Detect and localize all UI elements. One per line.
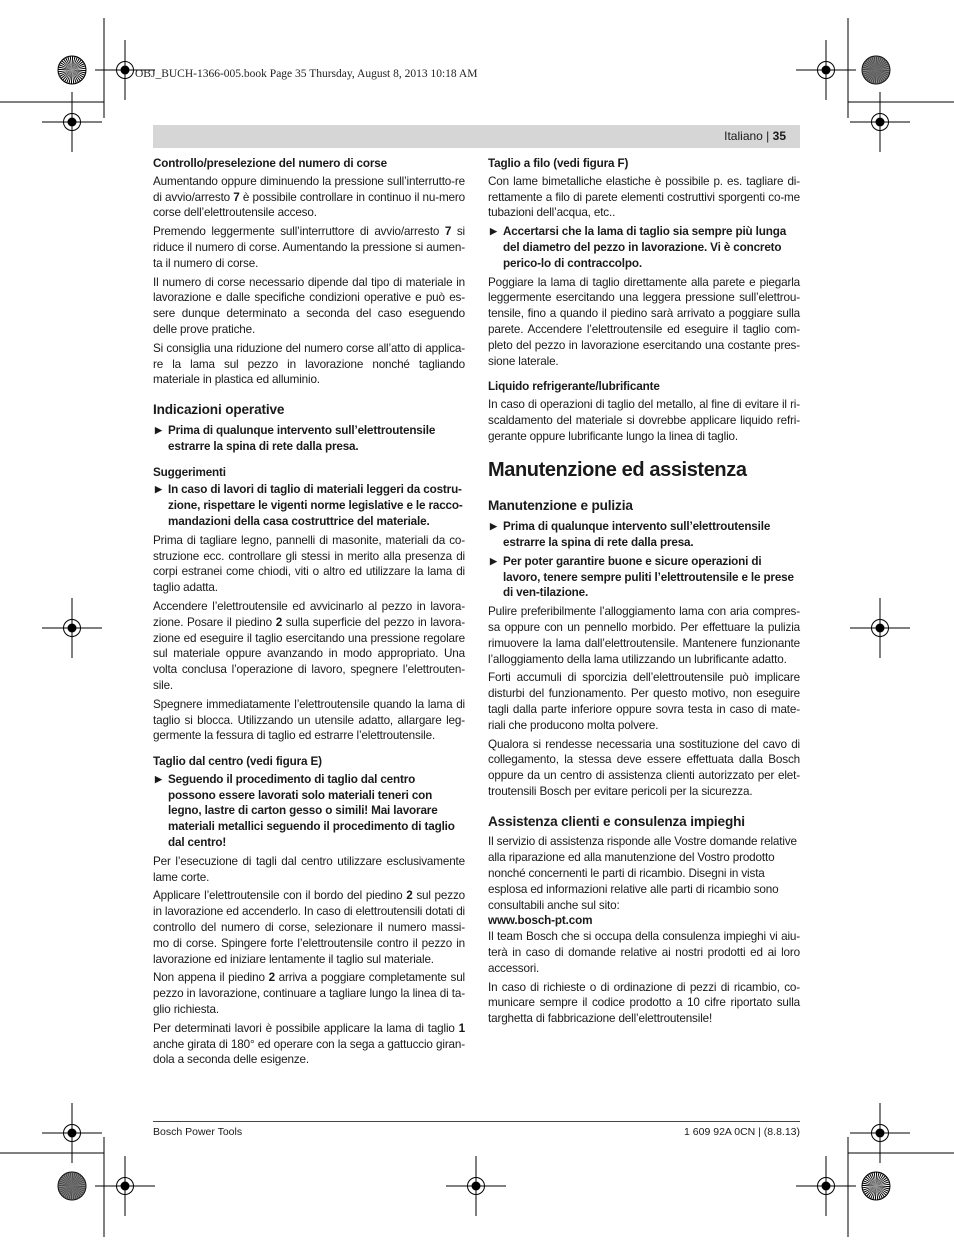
subheading: Taglio a filo (vedi figura F) bbox=[488, 157, 629, 170]
color-target bbox=[862, 56, 890, 84]
triangle-right-icon: ▶ bbox=[155, 424, 162, 435]
registration-mark bbox=[42, 598, 102, 658]
triangle-right-icon: ▶ bbox=[490, 521, 497, 532]
website-link[interactable]: www.bosch-pt.com bbox=[488, 914, 593, 928]
bullet-text: Prima di qualunque intervento sull’elettroutensile estrarre la spina di rete dalla presa. bbox=[503, 520, 771, 549]
bullet-text: In caso di lavori di taglio di materiali leggeri da costru-zione, rispettare le vigenti norme legislative e le racco-mandazioni della casa costruttrice del materiale. bbox=[168, 483, 463, 528]
subheading: Suggerimenti bbox=[153, 465, 226, 479]
chapter-title: Manutenzione ed assistenza bbox=[488, 458, 747, 481]
text-run: è possibile controllare in continuo il nu-mero corse dell’elettroutensile acceso. bbox=[153, 190, 465, 220]
paragraph: Qualora si rendesse necessaria una sostituzione del cavo di collegamento, la stessa deve essere effettuata dalla Bosch oppure da un centro di assistenza clienti autorizzato per elet-troutensili Bosch per evitare pericoli per la sicurezza. bbox=[488, 737, 800, 798]
bullet-text: Prima di qualunque intervento sull’elettroutensile estrarre la spina di rete dalla presa. bbox=[168, 423, 436, 453]
part-reference-number: 7 bbox=[233, 190, 240, 204]
registration-mark bbox=[42, 1103, 102, 1163]
text-run: Accendere l’elettroutensile ed avvicinarlo al pezzo in lavora-zione. Posare il piedino bbox=[153, 599, 465, 629]
part-reference-number: 7 bbox=[444, 225, 452, 239]
paragraph: Forti accumuli di sporcizia dell’elettroutensile può implicare disturbi del funzionamento. Per questo motivo, non eseguire tagli dalla parte inferiore oppure sovra testa in caso di mate-riali che producono molta polvere. bbox=[488, 671, 800, 732]
registration-mark bbox=[850, 598, 910, 658]
text-run: sul pezzo in lavorazione ed accenderlo. In caso di elettroutensili dotati di controllo del numero di corse, selezionare il numero massi-mo di corse. Spingere forte l’elettroutensile contro il pezzo in lavorazione ed iniziare lentamente il taglio sul materiale. bbox=[153, 889, 465, 966]
footer-publisher: Bosch Power Tools bbox=[153, 1126, 243, 1138]
text-run: Non appena il piedino bbox=[153, 971, 269, 985]
section-heading: Indicazioni operative bbox=[153, 402, 285, 418]
text-run: anche girata di 180° ed operare con la sega a gattuccio giran-dola a seconda delle esigenze. bbox=[153, 1037, 465, 1067]
page-number: 35 bbox=[772, 129, 786, 143]
registration-marks bbox=[42, 40, 910, 1216]
paragraph: In caso di operazioni di taglio del metallo, al fine di evitare il ri-scaldamento del materiale si dovrebbe applicare liquido refri-gerante oppure lubrificante lungo la linea di taglio. bbox=[488, 398, 800, 443]
part-reference-number: 2 bbox=[275, 615, 283, 629]
text-run: Aumentando oppure diminuendo la pressione sull’interrutto-re di avvio/arresto bbox=[153, 174, 465, 204]
print-header: OBJ_BUCH-1366-005.book Page 35 Thursday, August 8, 2013 10:18 AM bbox=[135, 68, 478, 80]
bullet-text: Accertarsi che la lama di taglio sia sempre più lunga del diametro del pezzo in lavorazione. Vi è concreto perico-lo di contraccolpo. bbox=[503, 225, 787, 270]
paragraph: Per l’esecuzione di tagli dal centro utilizzare esclusivamente lame corte. bbox=[153, 854, 465, 884]
paragraph: Con lame bimetalliche elastiche è possibile p. es. tagliare di-rettamente a filo di parete elementi costruttivi sporgenti co-me tubazioni dell’acqua, etc.. bbox=[488, 174, 800, 220]
triangle-right-icon: ▶ bbox=[155, 773, 162, 784]
subheading: Liquido refrigerante/lubrificante bbox=[488, 380, 660, 394]
triangle-right-icon: ▶ bbox=[490, 226, 497, 237]
subheading: Taglio dal centro (vedi figura E) bbox=[153, 755, 322, 769]
bullet-text: Seguendo il procedimento di taglio dal centro possono essere lavorati solo materiali teneri con legno, lastre di carton gesso o simili! Mai lavorare materiali metallici seguendo il procedimento di taglio dal centro! bbox=[168, 772, 455, 850]
paragraph: Pulire preferibilmente l’alloggiamento lama con aria compres-sa oppure con un pennello morbido. Per effettuare la pulizia rimuovere la lama dall’elettroutensile. Mantenere funzionante l’alloggiamento della lama utilizzando un lubrificante adatto. bbox=[488, 605, 800, 666]
registration-mark bbox=[796, 40, 856, 100]
paragraph: Il numero di corse necessario dipende dal tipo di materiale in lavorazione e dalle specifiche condizioni operative e può es-sere dunque determinato a seconda del caso eseguendo delle prove pratiche. bbox=[153, 275, 465, 336]
subheading: Controllo/preselezione del numero di corse bbox=[153, 157, 387, 170]
part-reference-number: 2 bbox=[406, 889, 413, 903]
color-target bbox=[862, 1172, 890, 1200]
triangle-right-icon: ▶ bbox=[490, 555, 497, 566]
text-run: Per determinati lavori è possibile applicare la lama di taglio bbox=[153, 1021, 459, 1035]
triangle-right-icon: ▶ bbox=[155, 484, 162, 495]
footer-code: 1 609 92A 0CN | (8.8.13) bbox=[684, 1126, 800, 1138]
paragraph: Si consiglia una riduzione del numero corse all’atto di applica-re la lama sul pezzo in lavorazione nonché tagliando materiale in plastica ed alluminio. bbox=[153, 341, 465, 387]
section-heading: Manutenzione e pulizia bbox=[488, 498, 633, 514]
registration-mark bbox=[42, 92, 102, 152]
part-reference-number: 1 bbox=[458, 1021, 465, 1035]
registration-mark bbox=[850, 1103, 910, 1163]
bullet-text: Per poter garantire buone e sicure operazioni di lavoro, tenere sempre puliti l’elettroutensile e le prese di ven-tilazione. bbox=[503, 554, 794, 600]
paragraph: Il servizio di assistenza risponde alle Vostre domande relative alla riparazione ed alla manutenzione del Vostro prodotto nonché concernenti le parti di ricambio. Disegni in vista esplosa ed informazioni relative alle parti di ricambio sono consultabili anche sul sito: bbox=[488, 835, 797, 912]
paragraph: Poggiare la lama di taglio direttamente alla parete e piegarla leggermente esercitando una leggera pressione sull’elettrou-tensile, fino a quando il piedino sarà arrivato a poggiare sulla parete. Accendere l’elettroutensile ed eseguire il taglio com-pleto del pezzo in lavorazione esercitando una costante pres-sione laterale. bbox=[488, 275, 800, 368]
header-separator: | bbox=[762, 129, 773, 143]
paragraph: Prima di tagliare legno, pannelli di masonite, materiali da co-struzione ecc. controllare gli stessi in merito alla presenza di corpi estranei come chiodi, viti o altro ed utilizzare la lama di taglio adatta. bbox=[153, 533, 465, 595]
text-run: Premendo leggermente sull’interruttore di avvio/arresto bbox=[153, 225, 445, 239]
registration-mark bbox=[446, 1156, 506, 1216]
paragraph: In caso di richieste o di ordinazione di pezzi di ricambio, co-municare sempre il codice prodotto a 10 cifre riportato sulla targhetta di fabbricazione dell’elettroutensile! bbox=[488, 980, 800, 1026]
paragraph: Il team Bosch che si occupa della consulenza impieghi vi aiu-terà in caso di domande relative ai nostri prodotti ed ai loro accessori. bbox=[488, 930, 800, 975]
text-run: arriva a poggiare completamente sul pezzo in lavorazione, continuare a tagliare lungo la linea di ta-glio richiesta. bbox=[153, 971, 465, 1017]
color-targets bbox=[58, 56, 890, 1200]
text-run: si riduce il numero di corse. Aumentando la pressione si aumen-ta il numero di corse. bbox=[153, 225, 465, 270]
section-heading: Assistenza clienti e consulenza impieghi bbox=[488, 813, 745, 829]
text-run: Applicare l’elettroutensile con il bordo del piedino bbox=[153, 889, 407, 903]
header-language: Italiano bbox=[724, 129, 763, 143]
paragraph: Spegnere immediatamente l’elettroutensile quando la lama di taglio si blocca. Utilizzando un utensile adatto, allargare leg-germente la fessura di taglio ed estrarre l’elettroutensile. bbox=[153, 697, 465, 743]
color-target bbox=[58, 1172, 86, 1200]
registration-mark bbox=[850, 92, 910, 152]
color-target bbox=[58, 56, 86, 84]
text-run: sulla superficie del pezzo in lavora-zione ed eseguire il taglio esercitando una pressione regolare sul materiale oppure avanzando in modo appropriato. Una volta conclusa l’operazione di lavoro, spegnere l’elettrouten-sile. bbox=[153, 615, 465, 692]
part-reference-number: 2 bbox=[268, 971, 275, 985]
registration-mark bbox=[796, 1156, 856, 1216]
